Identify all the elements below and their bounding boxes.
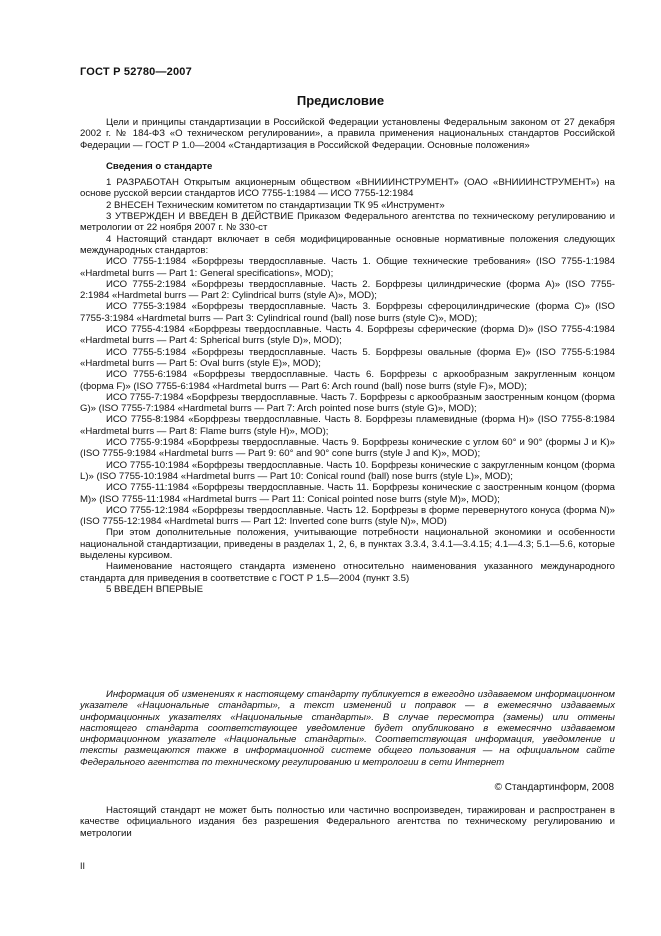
document-header: ГОСТ Р 52780—2007 — [80, 66, 192, 78]
standard-item: ИСО 7755-2:1984 «Борфрезы твердосплавные. Часть 2. Борфрезы цилиндрические (форма A)» (ISO 7755-2:1984 «Hardmetal burrs — Part 2: Cylindrical burrs (style A)», MOD); — [80, 278, 615, 302]
copyright: © Стандартинформ, 2008 — [494, 782, 614, 793]
page-number: II — [80, 861, 86, 871]
standard-item: ИСО 7755-3:1984 «Борфрезы твердосплавные. Часть 3. Борфрезы сфероцилиндрические (форма C)» (ISO 7755-3:1984 «Hardmetal burrs — Part 3: Cylindrical round (ball) nose burrs (style C)», MOD); — [80, 301, 615, 324]
item-first-introduced: 5 ВВЕДЕН ВПЕРВЫЕ — [106, 583, 204, 595]
item-standards-intro: 4 Настоящий стандарт включает в себя модифицированные основные нормативные положения следующих международных стандартов: — [80, 233, 615, 256]
standard-item: ИСО 7755-1:1984 «Борфрезы твердосплавные. Часть 1. Общие технические требования» (ISO 7755-1:1984 «Hardmetal burrs — Part 1: General specifications», MOD); — [80, 256, 615, 279]
item-introduced: 2 ВНЕСЕН Техническим комитетом по стандартизации ТК 95 «Инструмент» — [106, 199, 445, 211]
standard-item: ИСО 7755-11:1984 «Борфрезы твердосплавные. Часть 11. Борфрезы конические с заостренным концом (форма M)» (ISO 7755-11:1984 «Hardmetal burrs — Part 11: Conical pointed nose burrs (style M)», MOD); — [80, 482, 615, 505]
standard-item: ИСО 7755-4:1984 «Борфрезы твердосплавные. Часть 4. Борфрезы сферические (форма D)» (ISO 7755-4:1984 «Hardmetal burrs — Part 4: Spherical burrs (style D)», MOD); — [80, 324, 615, 347]
section-subtitle: Сведения о стандарте — [106, 160, 213, 172]
change-notice — [80, 689, 615, 768]
standard-item: ИСО 7755-8:1984 «Борфрезы твердосплавные. Часть 8. Борфрезы пламевидные (форма H)» (ISO 7755-8:1984 «Hardmetal burrs — Part 8: Flame burrs (style H)», MOD); — [80, 414, 615, 437]
page-title: Предисловие — [296, 93, 385, 108]
standard-item: ИСО 7755-7:1984 «Борфрезы твердосплавные. Часть 7. Борфрезы с аркообразным заостренным концом (форма G)» (ISO 7755-7:1984 «Hardmetal burrs — Part 7: Arch pointed nose burrs (style G)», MOD); — [80, 391, 615, 415]
standard-item: ИСО 7755-5:1984 «Борфрезы твердосплавные. Часть 5. Борфрезы овальные (форма E)» (ISO 7755-5:1984 «Hardmetal burrs — Part 5: Oval burrs (style E)», MOD); — [80, 346, 615, 369]
item-approved: 3 УТВЕРЖДЕН И ВВЕДЕН В ДЕЙСТВИЕ Приказом Федерального агентства по техническому регулированию и метрологии от 22 ноября 2007 г. № 330-ст — [80, 211, 615, 234]
reproduction-notice: Настоящий стандарт не может быть полностью или частично воспроизведен, тиражирован и распространен в качестве официального издания без разрешения Федерального агентства по техническому регулированию и метрологии — [80, 805, 615, 839]
intro-paragraph: Цели и принципы стандартизации в Российской Федерации установлены Федеральным законом от 27 декабря 2002 г. № 184-ФЗ «О техническом регулировании», а правила применения национальных стандартов Российской Федерации — ГОСТ Р 1.0—2004 «Стандартизация в Российской Федерации. Основные положения» — [80, 117, 615, 151]
naming-note: Наименование настоящего стандарта изменено относительно наименования указанного международного стандарта для приведения в соответствие с ГОСТ Р 1.5—2004 (пункт 3.5) — [80, 561, 615, 584]
item-developed: 1 РАЗРАБОТАН Открытым акционерным обществом «ВНИИИНСТРУМЕНТ» (ОАО «ВНИИИНСТРУМЕНТ») на основе русской версии стандартов ИСО 7755-1:1984 — ИСО 7755-12:1984 — [80, 177, 615, 200]
standard-item: ИСО 7755-12:1984 «Борфрезы твердосплавные. Часть 12. Борфрезы в форме перевернутого конуса (форма N)» (ISO 7755-12:1984 «Hardmetal burrs — Part 12: Inverted cone burrs (style N)», MOD) — [80, 504, 615, 528]
standard-item: ИСО 7755-6:1984 «Борфрезы твердосплавные. Часть 6. Борфрезы с аркообразным закругленным концом (форма F)» (ISO 7755-6:1984 «Hardmetal burrs — Part 6: Arch round (ball) nose burrs (style F)», MOD); — [80, 369, 615, 392]
main-text — [80, 117, 615, 595]
standard-item: ИСО 7755-9:1984 «Борфрезы твердосплавные. Часть 9. Борфрезы конические с углом 60° и 90° (формы J и K)» (ISO 7755-9:1984 «Hardmetal burrs — Part 9: 60° and 90° cone burrs (style J and K)», MOD); — [80, 437, 615, 460]
change-notice-text: Информация об изменениях к настоящему стандарту публикуется в ежегодно издаваемом информационном указателе «Национальные стандарты», а текст изменений и поправок — в ежемесячно издаваемых информационных указателях «Национальные стандарты». В случае пересмотра (замены) или отмены настоящего стандарта соответствующее уведомление будет опубликовано в ежемесячно издаваемом информационном указателе «Национальные стандарты». Соответствующая информация, уведомление и тексты размещаются также в информационной системе общего пользования — на официальном сайте Федерального агентства по техническому регулированию и метрологии в сети Интернет — [80, 689, 615, 768]
additional-provisions: При этом дополнительные положения, учитывающие потребности национальной экономики и особенности национальной стандартизации, приведены в разделах 1, 2, 6, в пунктах 3.3.4, 3.4.1—3.4.15; 4.1—4.3; 5.1—5.6, которые выделены курсивом. — [80, 527, 615, 561]
standard-item: ИСО 7755-10:1984 «Борфрезы твердосплавные. Часть 10. Борфрезы конические с закругленным концом (форма L)» (ISO 7755-10:1984 «Hardmetal burrs — Part 10: Conical round (ball) nose burrs (style L)», MOD); — [80, 459, 615, 482]
